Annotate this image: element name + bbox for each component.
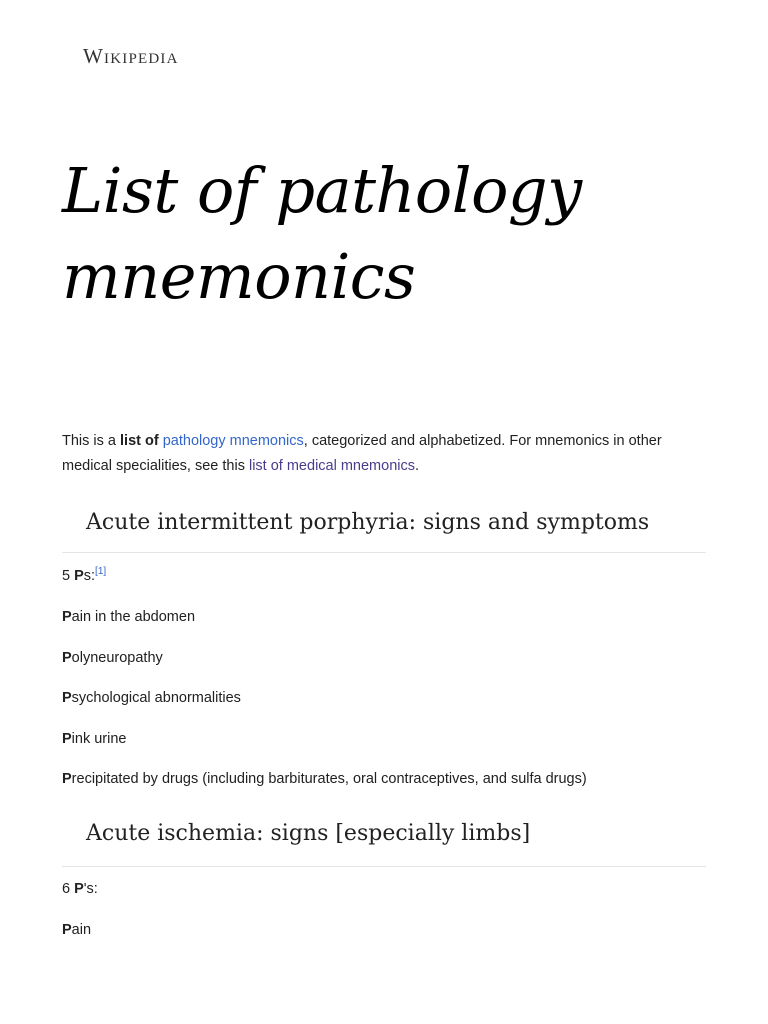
item-text: ain in the abdomen bbox=[71, 609, 196, 625]
lead-suffix: s: bbox=[83, 568, 96, 584]
reference-link[interactable]: [1] bbox=[95, 566, 107, 577]
item-letter: P bbox=[62, 771, 72, 787]
lead-number: 6 bbox=[62, 881, 75, 897]
page-title: List of pathology mnemonics bbox=[62, 154, 582, 313]
item-text: recipitated by drugs (including barbiturates, oral contraceptives, and sulfa drugs) bbox=[71, 771, 587, 787]
item-text: sychological abnormalities bbox=[71, 690, 241, 706]
item-letter: P bbox=[62, 922, 72, 938]
lead-suffix: 's: bbox=[83, 881, 98, 897]
lead-letter: P bbox=[74, 881, 84, 897]
intro-paragraph bbox=[62, 429, 712, 479]
section-divider bbox=[62, 866, 706, 867]
pathology-mnemonics-link[interactable]: pathology mnemonics bbox=[162, 433, 304, 449]
lead-number: 5 bbox=[62, 568, 75, 584]
list-item bbox=[62, 769, 587, 789]
list-item bbox=[62, 607, 195, 627]
item-text: ink urine bbox=[71, 731, 127, 747]
item-letter: P bbox=[62, 650, 72, 666]
item-text: olyneuropathy bbox=[71, 650, 163, 666]
item-letter: P bbox=[62, 690, 72, 706]
item-text: ain bbox=[71, 922, 92, 938]
intro-text: , categorized and alphabetized. For mnemonics in other medical specialities, see this bbox=[62, 433, 662, 474]
medical-mnemonics-link[interactable]: list of medical mnemonics bbox=[248, 458, 415, 474]
item-letter: P bbox=[62, 731, 72, 747]
wikipedia-wordmark[interactable]: Wikipedia bbox=[83, 44, 179, 68]
section-divider bbox=[62, 552, 706, 553]
intro-text: This is a bbox=[62, 433, 121, 449]
lead-letter: P bbox=[74, 568, 84, 584]
item-letter: P bbox=[62, 609, 72, 625]
mnemonic-lead bbox=[62, 566, 106, 586]
mnemonic-lead bbox=[62, 879, 98, 899]
intro-text: . bbox=[414, 458, 420, 474]
section-heading-porphyria[interactable]: Acute intermittent porphyria: signs and symptoms bbox=[86, 510, 650, 535]
list-item bbox=[62, 920, 91, 940]
list-item bbox=[62, 729, 126, 749]
reference-1[interactable] bbox=[95, 566, 106, 577]
section-heading-ischemia[interactable]: Acute ischemia: signs [especially limbs] bbox=[86, 821, 531, 846]
intro-bold-text: list of bbox=[120, 433, 159, 449]
list-item bbox=[62, 688, 241, 708]
list-item bbox=[62, 648, 163, 668]
